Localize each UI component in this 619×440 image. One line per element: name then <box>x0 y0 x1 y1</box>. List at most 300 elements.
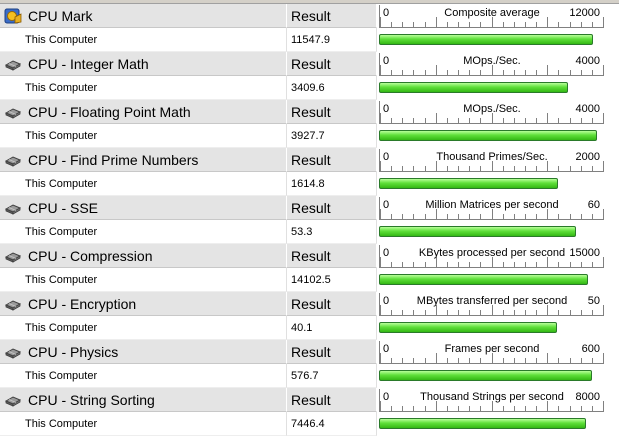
bar-track <box>379 127 605 145</box>
scale-tick <box>525 214 526 219</box>
scale-tick <box>447 22 448 27</box>
scale-tick <box>447 310 448 315</box>
result-value: 3409.6 <box>291 81 325 94</box>
table-row[interactable] <box>0 76 619 100</box>
scale-tick <box>514 214 515 219</box>
table-row[interactable] <box>0 28 619 52</box>
result-column-header[interactable] <box>287 292 377 316</box>
test-title: CPU - Find Prime Numbers <box>28 151 199 168</box>
scale-tick <box>581 118 582 123</box>
scale-tick <box>503 214 504 219</box>
scale-max-label: 12000 <box>569 7 600 19</box>
scale-tick <box>592 166 593 171</box>
result-column-header[interactable] <box>287 388 377 412</box>
result-header-label: Result <box>291 391 331 408</box>
scale-tick <box>413 262 414 267</box>
test-header-row[interactable] <box>0 340 619 364</box>
scale-max-label: 50 <box>587 295 600 307</box>
result-value: 40.1 <box>291 321 313 334</box>
scale-axis <box>379 101 604 124</box>
result-bar <box>379 130 597 141</box>
scale-tick <box>536 22 537 27</box>
scale-tick <box>558 70 559 75</box>
scale-tick <box>469 166 470 171</box>
chip-icon <box>4 200 22 216</box>
result-value-cell[interactable] <box>287 268 377 292</box>
chip-icon <box>4 104 22 120</box>
test-header-row[interactable] <box>0 148 619 172</box>
result-column-header[interactable] <box>287 340 377 364</box>
scale-tick <box>570 166 571 171</box>
scale-tick <box>536 310 537 315</box>
scale-tick <box>469 310 470 315</box>
scale-tick <box>503 166 504 171</box>
scale-min-label: 0 <box>383 151 390 163</box>
scale-tick <box>425 406 426 411</box>
scale-tick <box>581 70 582 75</box>
computer-label: This Computer <box>25 177 98 190</box>
scale-tick <box>592 70 593 75</box>
bar-track <box>379 319 605 337</box>
computer-label-cell[interactable] <box>0 268 287 292</box>
result-value: 14102.5 <box>291 273 331 286</box>
scale-tick <box>480 70 481 75</box>
scale-tick <box>570 358 571 363</box>
scale-tick <box>514 166 515 171</box>
scale-tick <box>391 166 392 171</box>
result-header-label: Result <box>291 103 331 120</box>
bar-cell <box>377 316 619 340</box>
scale-tick <box>458 262 459 267</box>
scale-cell <box>377 4 619 28</box>
scale-tick <box>402 118 403 123</box>
scale-tick <box>503 262 504 267</box>
scale-tick <box>425 118 426 123</box>
scale-tick <box>469 262 470 267</box>
computer-label-cell[interactable] <box>0 364 287 388</box>
scale-tick <box>592 118 593 123</box>
chip-icon <box>4 392 22 408</box>
scale-max-label: 15000 <box>569 247 600 259</box>
bar-track <box>379 271 605 289</box>
scale-tick <box>536 118 537 123</box>
scale-tick <box>425 310 426 315</box>
scale-tick <box>413 214 414 219</box>
scale-tick <box>402 262 403 267</box>
test-header-row[interactable] <box>0 100 619 124</box>
bar-cell <box>377 28 619 52</box>
computer-label-cell[interactable] <box>0 316 287 340</box>
scale-tick <box>525 358 526 363</box>
test-title: CPU - SSE <box>28 199 99 216</box>
scale-tick <box>480 166 481 171</box>
table-row[interactable] <box>0 268 619 292</box>
scale-tick <box>514 262 515 267</box>
scale-min-label: 0 <box>383 343 390 355</box>
scale-tick <box>592 214 593 219</box>
scale-tick <box>558 166 559 171</box>
scale-tick <box>514 118 515 123</box>
test-title: CPU - Physics <box>28 343 119 360</box>
scale-tick <box>503 310 504 315</box>
result-header-label: Result <box>291 55 331 72</box>
bar-cell <box>377 172 619 196</box>
computer-label: This Computer <box>25 417 98 430</box>
scale-tick <box>447 406 448 411</box>
result-value-cell[interactable] <box>287 316 377 340</box>
result-value: 11547.9 <box>291 33 330 46</box>
scale-tick <box>469 214 470 219</box>
computer-label: This Computer <box>25 81 98 94</box>
scale-tick <box>469 70 470 75</box>
scale-tick <box>592 358 593 363</box>
scale-tick <box>402 358 403 363</box>
scale-unit-label: Frames per second <box>444 343 540 355</box>
bar-track <box>379 79 605 97</box>
scale-tick <box>570 262 571 267</box>
computer-label: This Computer <box>25 273 98 286</box>
scale-tick <box>570 406 571 411</box>
scale-tick <box>558 22 559 27</box>
scale-axis <box>379 149 604 172</box>
scale-tick <box>581 214 582 219</box>
scale-tick <box>391 406 392 411</box>
result-header-label: Result <box>291 7 331 24</box>
scale-cell <box>377 388 619 412</box>
scale-cell <box>377 244 619 268</box>
scale-unit-label: MBytes transferred per second <box>416 295 568 307</box>
scale-cell <box>377 292 619 316</box>
scale-unit-label: MOps./Sec. <box>463 103 521 115</box>
result-header-label: Result <box>291 151 331 168</box>
bar-track <box>379 367 605 385</box>
scale-tick <box>558 406 559 411</box>
result-value: 576.7 <box>291 369 319 382</box>
scale-unit-label: Million Matrices per second <box>425 199 559 211</box>
bar-cell <box>377 412 619 436</box>
result-bar <box>379 418 586 429</box>
scale-tick <box>391 70 392 75</box>
scale-tick <box>480 358 481 363</box>
result-column-header[interactable] <box>287 244 377 268</box>
scale-axis <box>379 341 604 364</box>
scale-tick <box>469 118 470 123</box>
scale-tick <box>503 118 504 123</box>
test-header-row[interactable] <box>0 388 619 412</box>
test-header-row[interactable] <box>0 52 619 76</box>
result-bar <box>379 322 557 333</box>
scale-tick <box>536 166 537 171</box>
scale-tick <box>391 358 392 363</box>
scale-axis <box>379 245 604 268</box>
scale-unit-label: KBytes processed per second <box>418 247 566 259</box>
scale-tick <box>570 70 571 75</box>
scale-tick <box>402 214 403 219</box>
scale-tick <box>391 118 392 123</box>
scale-tick <box>469 358 470 363</box>
result-value-cell[interactable] <box>287 76 377 100</box>
test-title: CPU - Floating Point Math <box>28 103 191 120</box>
computer-label: This Computer <box>25 321 98 334</box>
scale-tick <box>525 406 526 411</box>
result-value: 53.3 <box>291 225 313 238</box>
scale-tick <box>570 310 571 315</box>
scale-tick <box>592 22 593 27</box>
chip-icon <box>4 56 22 72</box>
scale-tick <box>558 214 559 219</box>
scale-tick <box>536 262 537 267</box>
results-table <box>0 4 619 436</box>
scale-tick <box>413 22 414 27</box>
test-name-cell[interactable] <box>0 52 287 76</box>
test-name-cell[interactable] <box>0 244 287 268</box>
scale-tick <box>458 166 459 171</box>
table-row[interactable] <box>0 220 619 244</box>
scale-tick <box>469 22 470 27</box>
scale-tick <box>447 118 448 123</box>
computer-label-cell[interactable] <box>0 220 287 244</box>
scale-min-label: 0 <box>383 391 390 403</box>
scale-tick <box>402 310 403 315</box>
scale-tick <box>514 22 515 27</box>
scale-min-label: 0 <box>383 199 390 211</box>
result-column-header[interactable] <box>287 148 377 172</box>
scale-tick <box>514 358 515 363</box>
scale-tick <box>514 70 515 75</box>
scale-tick <box>581 262 582 267</box>
scale-tick <box>413 166 414 171</box>
chip-icon <box>4 296 22 312</box>
scale-max-label: 2000 <box>575 151 600 163</box>
result-value-cell[interactable] <box>287 220 377 244</box>
scale-tick <box>447 70 448 75</box>
scale-tick <box>480 310 481 315</box>
scale-tick <box>391 310 392 315</box>
result-value: 3927.7 <box>291 129 325 142</box>
result-value-cell[interactable] <box>287 172 377 196</box>
test-title: CPU Mark <box>28 7 93 24</box>
test-header-row[interactable] <box>0 292 619 316</box>
scale-tick <box>458 358 459 363</box>
computer-label-cell[interactable] <box>0 76 287 100</box>
scale-tick <box>391 22 392 27</box>
scale-tick <box>402 70 403 75</box>
scale-tick <box>570 118 571 123</box>
scale-tick <box>570 214 571 219</box>
result-bar <box>379 178 558 189</box>
test-title: CPU - String Sorting <box>28 391 155 408</box>
test-name-cell[interactable] <box>0 4 287 28</box>
scale-tick <box>558 310 559 315</box>
scale-tick <box>447 214 448 219</box>
scale-min-label: 0 <box>383 55 390 67</box>
scale-tick <box>503 358 504 363</box>
scale-tick <box>413 358 414 363</box>
scale-tick <box>458 310 459 315</box>
scale-tick <box>558 262 559 267</box>
scale-tick <box>592 262 593 267</box>
scale-cell <box>377 148 619 172</box>
test-title: CPU - Encryption <box>28 295 137 312</box>
scale-axis <box>379 53 604 76</box>
scale-tick <box>525 118 526 123</box>
bar-track <box>379 175 605 193</box>
result-value-cell[interactable] <box>287 364 377 388</box>
scale-cell <box>377 52 619 76</box>
scale-tick <box>447 358 448 363</box>
scale-tick <box>413 70 414 75</box>
result-bar <box>379 226 576 237</box>
result-bar <box>379 274 588 285</box>
computer-label-cell[interactable] <box>0 28 287 52</box>
scale-tick <box>447 262 448 267</box>
scale-min-label: 0 <box>383 295 390 307</box>
scale-tick <box>402 406 403 411</box>
scale-tick <box>413 118 414 123</box>
table-row[interactable] <box>0 364 619 388</box>
scale-tick <box>525 22 526 27</box>
scale-tick <box>425 70 426 75</box>
scale-max-label: 600 <box>581 343 600 355</box>
bar-track <box>379 415 605 433</box>
scale-tick <box>402 166 403 171</box>
chip-icon <box>4 344 22 360</box>
table-row[interactable] <box>0 316 619 340</box>
scale-tick <box>592 406 593 411</box>
scale-tick <box>425 262 426 267</box>
scale-tick <box>425 214 426 219</box>
scale-tick <box>480 118 481 123</box>
bar-track <box>379 31 605 49</box>
result-value-cell[interactable] <box>287 412 377 436</box>
test-name-cell[interactable] <box>0 340 287 364</box>
scale-unit-label: MOps./Sec. <box>463 55 521 67</box>
scale-tick <box>592 310 593 315</box>
scale-tick <box>525 70 526 75</box>
computer-label-cell[interactable] <box>0 412 287 436</box>
bar-cell <box>377 76 619 100</box>
scale-tick <box>503 70 504 75</box>
bar-track <box>379 223 605 241</box>
scale-unit-label: Composite average <box>444 7 540 19</box>
scale-tick <box>558 358 559 363</box>
scale-tick <box>458 118 459 123</box>
scale-tick <box>413 406 414 411</box>
computer-label-cell[interactable] <box>0 172 287 196</box>
table-row[interactable] <box>0 412 619 436</box>
scale-tick <box>503 406 504 411</box>
scale-tick <box>525 166 526 171</box>
result-header-label: Result <box>291 295 331 312</box>
result-bar <box>379 34 593 45</box>
test-title: CPU - Compression <box>28 247 153 264</box>
computer-label-cell[interactable] <box>0 124 287 148</box>
table-row[interactable] <box>0 172 619 196</box>
cpu-mark-icon <box>4 8 22 24</box>
test-name-cell[interactable] <box>0 292 287 316</box>
test-name-cell[interactable] <box>0 148 287 172</box>
scale-cell <box>377 100 619 124</box>
result-value: 7446.4 <box>291 417 325 430</box>
test-name-cell[interactable] <box>0 196 287 220</box>
scale-tick <box>425 166 426 171</box>
scale-tick <box>581 310 582 315</box>
bar-cell <box>377 124 619 148</box>
scale-tick <box>514 310 515 315</box>
scale-tick <box>469 406 470 411</box>
scale-tick <box>458 214 459 219</box>
scale-unit-label: Thousand Strings per second <box>420 391 564 403</box>
result-value-cell[interactable] <box>287 28 377 52</box>
scale-tick <box>480 406 481 411</box>
scale-tick <box>425 22 426 27</box>
scale-tick <box>391 214 392 219</box>
scale-max-label: 60 <box>587 199 600 211</box>
scale-cell <box>377 340 619 364</box>
test-name-cell[interactable] <box>0 100 287 124</box>
scale-tick <box>425 358 426 363</box>
scale-max-label: 4000 <box>575 55 600 67</box>
scale-tick <box>581 166 582 171</box>
result-header-label: Result <box>291 343 331 360</box>
scale-tick <box>536 70 537 75</box>
scale-unit-label: Thousand Primes/Sec. <box>436 151 548 163</box>
scale-tick <box>525 310 526 315</box>
chip-icon <box>4 152 22 168</box>
scale-tick <box>447 166 448 171</box>
result-bar <box>379 370 592 381</box>
test-header-row[interactable] <box>0 244 619 268</box>
computer-label: This Computer <box>25 369 98 382</box>
bar-cell <box>377 220 619 244</box>
test-header-row[interactable] <box>0 196 619 220</box>
scale-axis <box>379 389 604 412</box>
scale-tick <box>458 70 459 75</box>
scale-tick <box>581 358 582 363</box>
scale-min-label: 0 <box>383 103 390 115</box>
scale-axis <box>379 293 604 316</box>
scale-tick <box>570 22 571 27</box>
scale-tick <box>480 22 481 27</box>
computer-label: This Computer <box>25 33 98 46</box>
test-header-row[interactable] <box>0 4 619 28</box>
scale-tick <box>458 22 459 27</box>
result-value: 1614.8 <box>291 177 325 190</box>
scale-tick <box>402 22 403 27</box>
table-row[interactable] <box>0 124 619 148</box>
result-column-header[interactable] <box>287 4 377 28</box>
scale-tick <box>413 310 414 315</box>
result-column-header[interactable] <box>287 52 377 76</box>
result-column-header[interactable] <box>287 100 377 124</box>
scale-tick <box>558 118 559 123</box>
bar-cell <box>377 268 619 292</box>
scale-tick <box>581 406 582 411</box>
result-column-header[interactable] <box>287 196 377 220</box>
result-header-label: Result <box>291 199 331 216</box>
scale-max-label: 4000 <box>575 103 600 115</box>
test-name-cell[interactable] <box>0 388 287 412</box>
result-value-cell[interactable] <box>287 124 377 148</box>
result-bar <box>379 82 568 93</box>
bar-cell <box>377 364 619 388</box>
scale-axis <box>379 197 604 220</box>
scale-tick <box>536 214 537 219</box>
scale-tick <box>391 262 392 267</box>
scale-tick <box>458 406 459 411</box>
scale-tick <box>581 22 582 27</box>
scale-min-label: 0 <box>383 7 390 19</box>
